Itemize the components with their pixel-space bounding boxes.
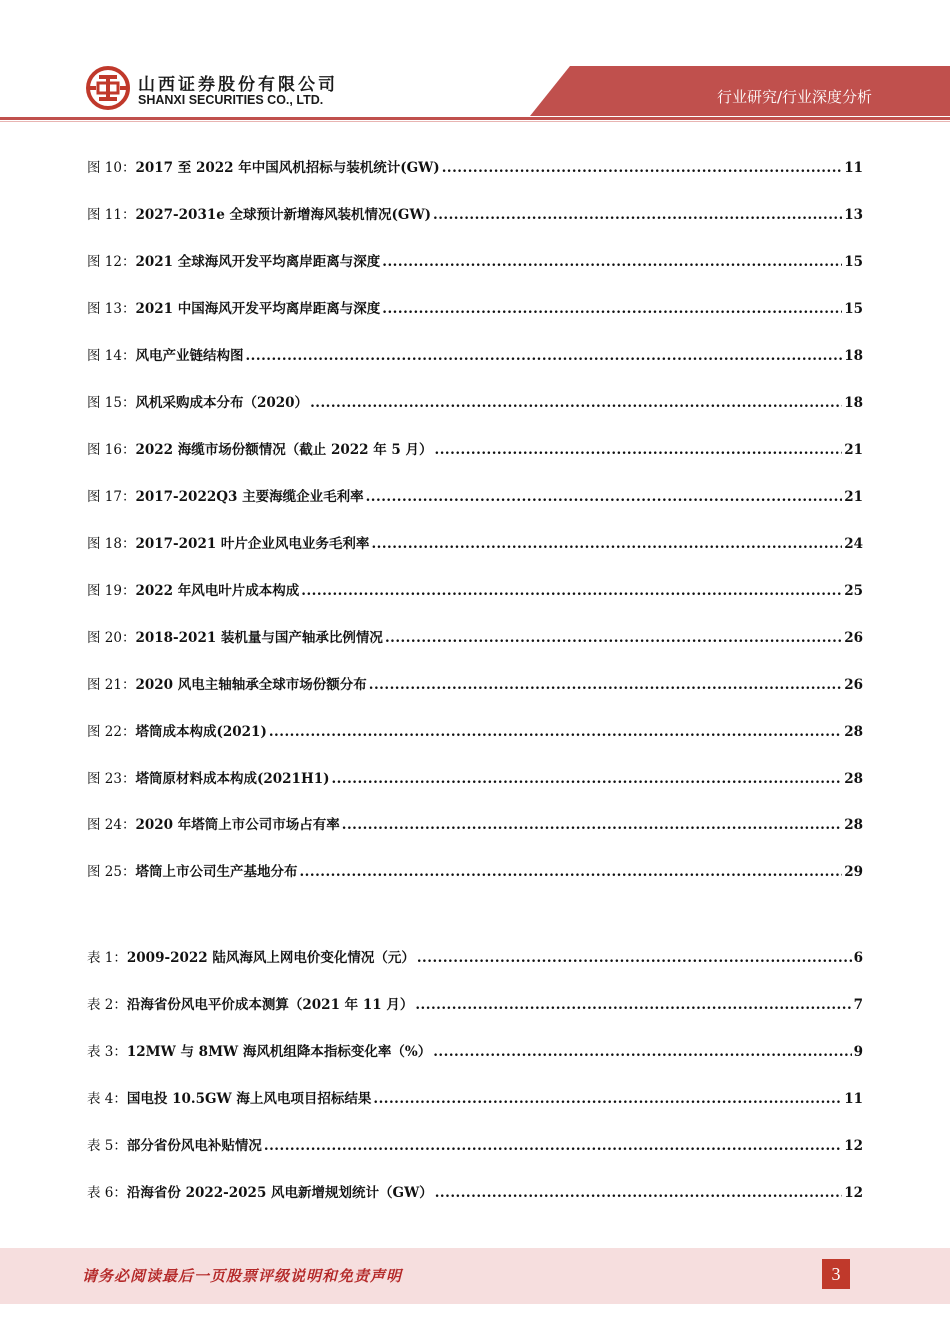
toc-label: 图 25： bbox=[87, 864, 136, 880]
toc-leader-dots bbox=[369, 675, 842, 695]
toc-entry[interactable] bbox=[87, 769, 863, 789]
toc-title: 部分省份风电补贴情况 bbox=[126, 1138, 262, 1154]
disclaimer-notice: 请务必阅读最后一页股票评级说明和免责声明 bbox=[82, 1267, 403, 1285]
toc-entry[interactable] bbox=[87, 862, 863, 882]
toc-entry[interactable] bbox=[87, 534, 863, 554]
toc-leader-dots bbox=[415, 995, 851, 1015]
toc-page-number: 9 bbox=[853, 1044, 863, 1060]
toc-label: 图 14： bbox=[87, 348, 136, 364]
toc-leader-dots bbox=[435, 1183, 842, 1203]
toc-label: 表 3： bbox=[87, 1044, 127, 1060]
toc-label: 表 4： bbox=[87, 1091, 127, 1107]
toc-leader-dots bbox=[301, 581, 842, 601]
toc-page-number: 28 bbox=[844, 817, 863, 833]
toc-leader-dots bbox=[245, 346, 842, 366]
toc-page-number: 21 bbox=[844, 442, 863, 458]
toc-label: 图 21： bbox=[87, 677, 136, 693]
header-band bbox=[0, 0, 950, 130]
toc-leader-dots bbox=[382, 252, 842, 272]
toc-leader-dots bbox=[433, 1042, 851, 1062]
toc-page-number: 11 bbox=[844, 1091, 863, 1107]
toc-entry[interactable] bbox=[87, 487, 863, 507]
toc-label: 表 6： bbox=[87, 1185, 127, 1201]
toc-entry[interactable] bbox=[87, 346, 863, 366]
page-header bbox=[0, 0, 950, 130]
toc-title: 2022 海缆市场份额情况（截止 2022 年 5 月） bbox=[135, 442, 433, 458]
toc-title: 塔筒成本构成(2021) bbox=[135, 724, 267, 740]
toc-leader-dots bbox=[433, 205, 842, 225]
toc-entry[interactable] bbox=[87, 1136, 863, 1156]
toc-leader-dots bbox=[371, 534, 842, 554]
toc-leader-dots bbox=[299, 862, 842, 882]
toc-entry[interactable] bbox=[87, 675, 863, 695]
toc-leader-dots bbox=[442, 158, 843, 178]
toc-title: 2020 风电主轴轴承全球市场份额分布 bbox=[135, 677, 367, 693]
toc-page-number: 18 bbox=[844, 348, 863, 364]
toc-label: 图 22： bbox=[87, 724, 136, 740]
toc-title: 国电投 10.5GW 海上风电项目招标结果 bbox=[126, 1091, 372, 1107]
toc-title: 沿海省份 2022-2025 风电新增规划统计（GW） bbox=[126, 1185, 433, 1201]
toc-page-number: 25 bbox=[844, 583, 863, 599]
toc-page-number: 21 bbox=[844, 489, 863, 505]
toc-label: 表 5： bbox=[87, 1138, 127, 1154]
toc-label: 图 11： bbox=[87, 207, 136, 223]
toc-leader-dots bbox=[310, 393, 842, 413]
toc-page-number: 18 bbox=[844, 395, 863, 411]
toc-page-number: 13 bbox=[844, 207, 863, 223]
toc-title: 2022 年风电叶片成本构成 bbox=[135, 583, 300, 599]
toc-title: 2017-2021 叶片企业风电业务毛利率 bbox=[135, 536, 370, 552]
toc-page-number: 28 bbox=[844, 771, 863, 787]
toc-label: 图 10： bbox=[87, 160, 136, 176]
toc-page-number: 29 bbox=[844, 864, 863, 880]
company-logo-icon bbox=[86, 66, 130, 110]
toc-entry[interactable] bbox=[87, 1183, 863, 1203]
toc-title: 2020 年塔筒上市公司市场占有率 bbox=[135, 817, 340, 833]
toc-entry[interactable] bbox=[87, 1089, 863, 1109]
toc-leader-dots bbox=[331, 769, 842, 789]
toc-leader-dots bbox=[417, 948, 852, 968]
toc-page-number: 26 bbox=[844, 630, 863, 646]
toc-title: 2009-2022 陆风海风上网电价变化情况（元） bbox=[126, 950, 415, 966]
toc-leader-dots bbox=[342, 815, 842, 835]
toc-title: 12MW 与 8MW 海风机组降本指标变化率（%） bbox=[126, 1044, 432, 1060]
toc-entry[interactable] bbox=[87, 299, 863, 319]
toc-title: 风机采购成本分布（2020） bbox=[135, 395, 309, 411]
toc-entry[interactable] bbox=[87, 158, 863, 178]
toc-entry[interactable] bbox=[87, 815, 863, 835]
toc-entry[interactable] bbox=[87, 948, 863, 968]
toc-page-number: 28 bbox=[844, 724, 863, 740]
toc-entry[interactable] bbox=[87, 1042, 863, 1062]
toc-page-number: 15 bbox=[844, 301, 863, 317]
toc-label: 图 13： bbox=[87, 301, 136, 317]
toc-page-number: 24 bbox=[844, 536, 863, 552]
toc-label: 图 23： bbox=[87, 771, 136, 787]
toc-page-number: 15 bbox=[844, 254, 863, 270]
toc-page-number: 11 bbox=[844, 160, 863, 176]
toc-label: 图 16： bbox=[87, 442, 136, 458]
toc-leader-dots bbox=[269, 722, 842, 742]
toc-leader-dots bbox=[382, 299, 842, 319]
company-name-en: SHANXI SECURITIES CO., LTD. bbox=[138, 93, 324, 107]
toc-page-number: 6 bbox=[853, 950, 863, 966]
toc-label: 图 18： bbox=[87, 536, 136, 552]
toc-title: 2018-2021 装机量与国产轴承比例情况 bbox=[135, 630, 383, 646]
toc-label: 图 17： bbox=[87, 489, 136, 505]
report-category: 行业研究/行业深度分析 bbox=[716, 88, 872, 106]
toc-title: 风电产业链结构图 bbox=[135, 348, 244, 364]
toc-entry[interactable] bbox=[87, 722, 863, 742]
toc-leader-dots bbox=[435, 440, 843, 460]
toc-entry[interactable] bbox=[87, 440, 863, 460]
toc-entry[interactable] bbox=[87, 995, 863, 1015]
company-name-cn: 山西证券股份有限公司 bbox=[138, 75, 338, 95]
toc-label: 表 2： bbox=[87, 997, 127, 1013]
toc-label: 图 12： bbox=[87, 254, 136, 270]
page-number: 3 bbox=[822, 1259, 850, 1289]
toc-leader-dots bbox=[366, 487, 843, 507]
toc-title: 2027-2031e 全球预计新增海风装机情况(GW) bbox=[135, 207, 431, 223]
toc-entry[interactable] bbox=[87, 393, 863, 413]
toc-title: 2017-2022Q3 主要海缆企业毛利率 bbox=[135, 489, 364, 505]
toc-title: 沿海省份风电平价成本测算（2021 年 11 月） bbox=[126, 997, 414, 1013]
toc-label: 表 1： bbox=[87, 950, 127, 966]
toc-title: 塔筒上市公司生产基地分布 bbox=[135, 864, 298, 880]
toc-page-number: 12 bbox=[844, 1185, 863, 1201]
toc-page-number: 12 bbox=[844, 1138, 863, 1154]
toc-label: 图 15： bbox=[87, 395, 136, 411]
toc-page-number: 7 bbox=[853, 997, 863, 1013]
toc-title: 2021 中国海风开发平均离岸距离与深度 bbox=[135, 301, 381, 317]
toc-leader-dots bbox=[373, 1089, 842, 1109]
page-footer bbox=[0, 1248, 950, 1304]
toc-label: 图 20： bbox=[87, 630, 136, 646]
toc-entry[interactable] bbox=[87, 628, 863, 648]
toc-title: 塔筒原材料成本构成(2021H1) bbox=[135, 771, 330, 787]
toc-label: 图 24： bbox=[87, 817, 136, 833]
toc-entry[interactable] bbox=[87, 205, 863, 225]
toc-leader-dots bbox=[264, 1136, 842, 1156]
toc-page-number: 26 bbox=[844, 677, 863, 693]
toc-leader-dots bbox=[385, 628, 842, 648]
toc-label: 图 19： bbox=[87, 583, 136, 599]
toc-title: 2021 全球海风开发平均离岸距离与深度 bbox=[135, 254, 381, 270]
toc-entry[interactable] bbox=[87, 252, 863, 272]
toc-title: 2017 至 2022 年中国风机招标与装机统计(GW) bbox=[135, 160, 440, 176]
toc-entry[interactable] bbox=[87, 581, 863, 601]
